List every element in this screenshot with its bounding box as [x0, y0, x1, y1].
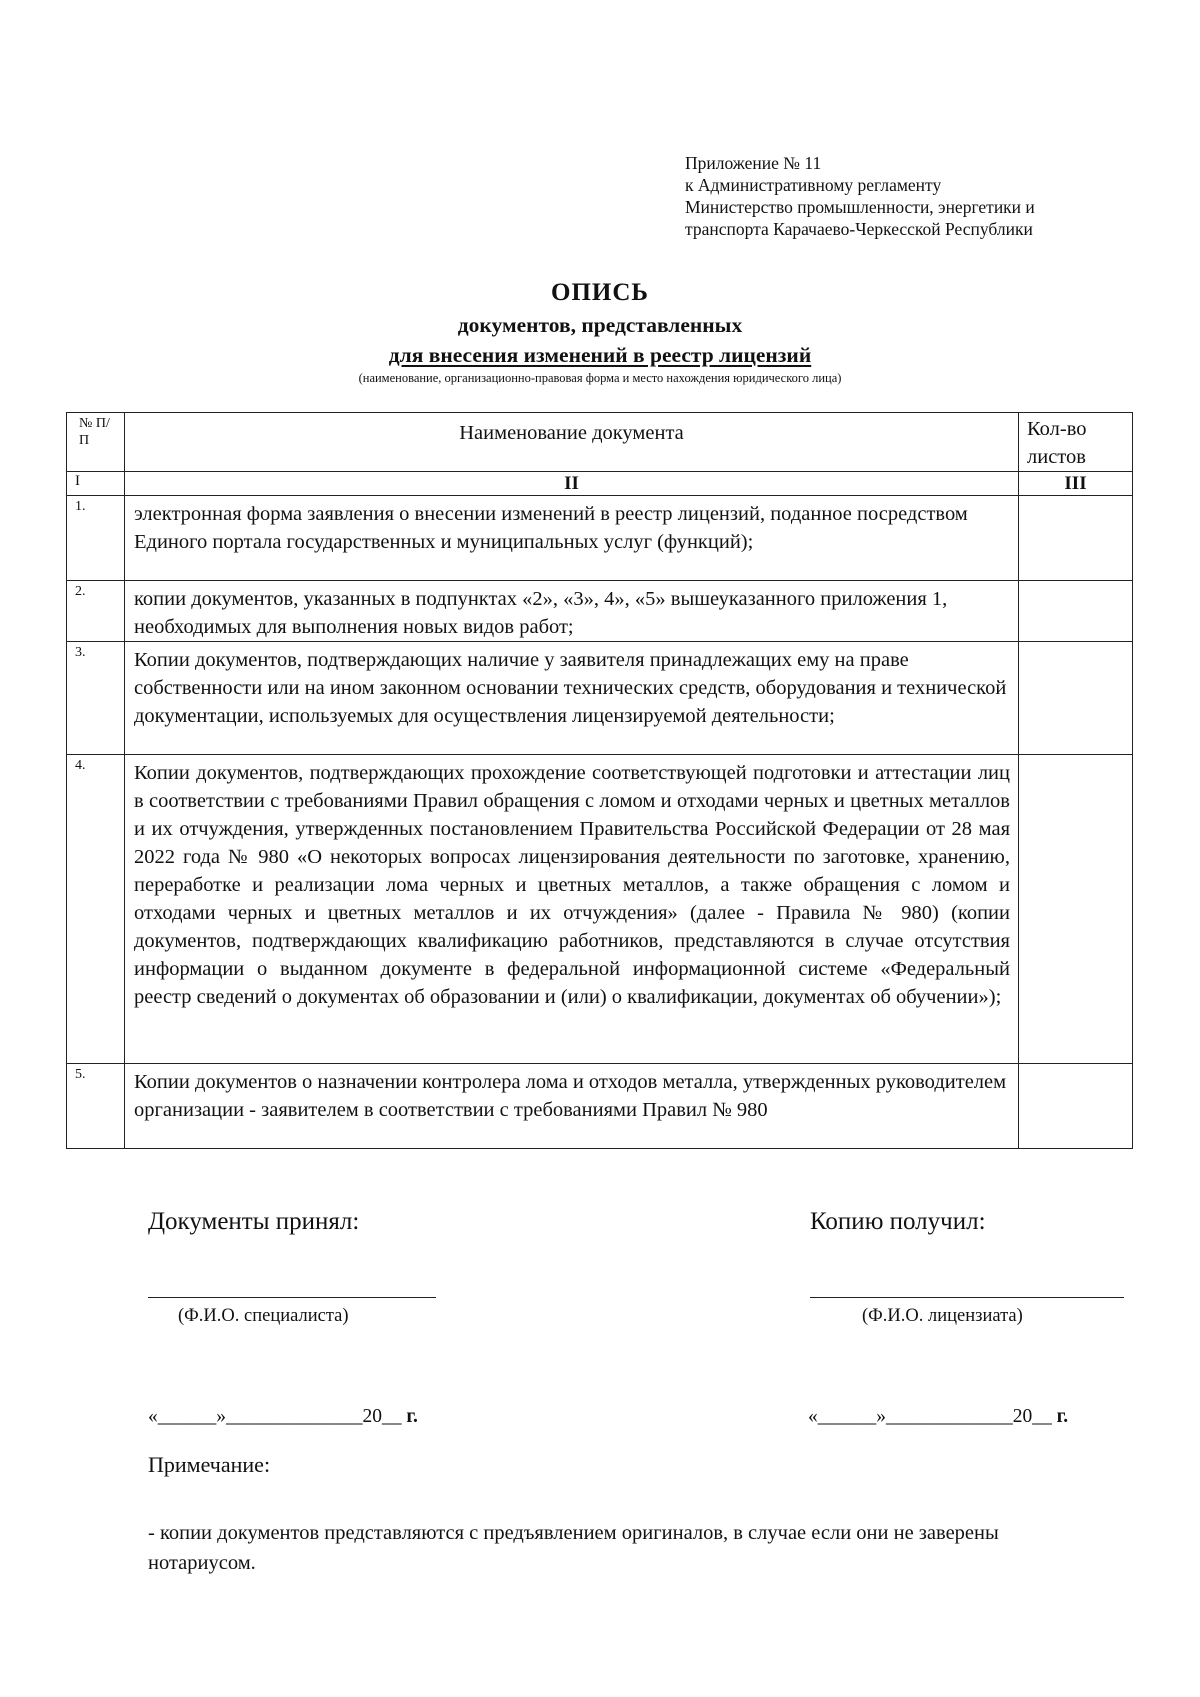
- table-row: [67, 1064, 1133, 1149]
- table-row: [67, 642, 1133, 755]
- row-qty: [1019, 755, 1133, 1064]
- date-right: [808, 1405, 1068, 1429]
- header-num: № П/П: [67, 413, 125, 472]
- title-main: ОПИСЬ: [551, 279, 649, 306]
- row-qty: [1019, 581, 1133, 642]
- row-num: 1.: [67, 496, 125, 581]
- row-num: 3.: [67, 642, 125, 755]
- specialist-signature-line: [148, 1297, 436, 1298]
- row-text: Копии документов о назначении контролера лома и отходов металла, утвержденных руководителем организации - заявителем в соответствии с требованиями Правил № 980: [125, 1064, 1019, 1149]
- licensee-signature-line: [810, 1297, 1124, 1298]
- table-roman-row: [67, 472, 1133, 496]
- date-left: [148, 1405, 418, 1429]
- row-num: 5.: [67, 1064, 125, 1149]
- row-text: Копии документов, подтверждающих прохождение соответствующей подготовки и аттестации лиц в соответствии с требованиями Правил обращения с ломом и отходами черных и цветных металлов и их отчуждения, утвержденных постановлением Правительства Российской Федерации от 28 мая 2022 года № 980 «О некоторых вопросах лицензирования деятельности по заготовке, хранению, переработке и реализации лома черных и цветных металлов, а также обращения с ломом и отходами черных и цветных металлов и их отчуждения» (далее - Правила № 980) (копии документов, подтверждающих квалификацию работников, представляются в случае отсутствия информации о выданном документе в федеральной информационной системе «Федеральный реестр сведений о документах об образовании и (или) о квалификации, документах об обучении»);: [125, 755, 1019, 1064]
- row-text: копии документов, указанных в подпунктах «2», «3», 4», «5» вышеуказанного приложения 1, необходимых для выполнения новых видов работ;: [125, 581, 1019, 642]
- documents-table: [66, 412, 1133, 1149]
- appendix-line: Министерство промышленности, энергетики и: [685, 197, 1035, 217]
- table-row: [67, 496, 1133, 581]
- row-text: электронная форма заявления о внесении изменений в реестр лицензий, поданное посредством Единого портала государственных и муниципальных услуг (функций);: [125, 496, 1019, 581]
- date-left-blank: «______»______________20__: [148, 1406, 402, 1427]
- date-right-year-suffix: г.: [1056, 1406, 1069, 1427]
- header-name: Наименование документа: [125, 413, 1019, 472]
- received-label: Копию получил:: [810, 1208, 986, 1235]
- title-subtitle: (наименование, организационно-правовая форма и место нахождения юридического лица): [358, 371, 842, 385]
- table-header-row: [67, 413, 1133, 472]
- document-title: [0, 276, 1200, 385]
- row-text: Копии документов, подтверждающих наличие у заявителя принадлежащих ему на праве собственности или на ином законном основании технических средств, оборудования и технической документации, используемых для осуществления лицензируемой деятельности;: [125, 642, 1019, 755]
- row-num: 2.: [67, 581, 125, 642]
- title-line-2: документов, представленных: [457, 313, 743, 337]
- row-qty: [1019, 496, 1133, 581]
- roman-2: II: [125, 472, 1019, 496]
- roman-1: I: [67, 472, 125, 496]
- specialist-caption: (Ф.И.О. специалиста): [178, 1306, 349, 1326]
- title-line-3: для внесения изменений в реестр лицензий: [388, 343, 812, 367]
- roman-3: III: [1019, 472, 1133, 496]
- note-label: Примечание:: [148, 1452, 271, 1477]
- table-row: [67, 755, 1133, 1064]
- row-qty: [1019, 1064, 1133, 1149]
- appendix-header: [685, 152, 1035, 240]
- row-qty: [1019, 642, 1133, 755]
- table-row: [67, 581, 1133, 642]
- date-left-year-suffix: г.: [406, 1406, 418, 1427]
- header-qty: Кол-во листов: [1019, 413, 1133, 472]
- date-right-blank: «______»_____________20__: [808, 1406, 1052, 1427]
- row-num: 4.: [67, 755, 125, 1064]
- appendix-line: транспорта Карачаево-Черкесской Республики: [685, 219, 1033, 239]
- licensee-caption: (Ф.И.О. лицензиата): [862, 1306, 1023, 1326]
- appendix-line: Приложение № 11: [685, 153, 822, 173]
- note-text: - копии документов представляются с предъявлением оригиналов, в случае если они не заверены нотариусом.: [148, 1522, 999, 1574]
- accepted-label: Документы принял:: [148, 1208, 360, 1235]
- appendix-line: к Административному регламенту: [685, 175, 942, 195]
